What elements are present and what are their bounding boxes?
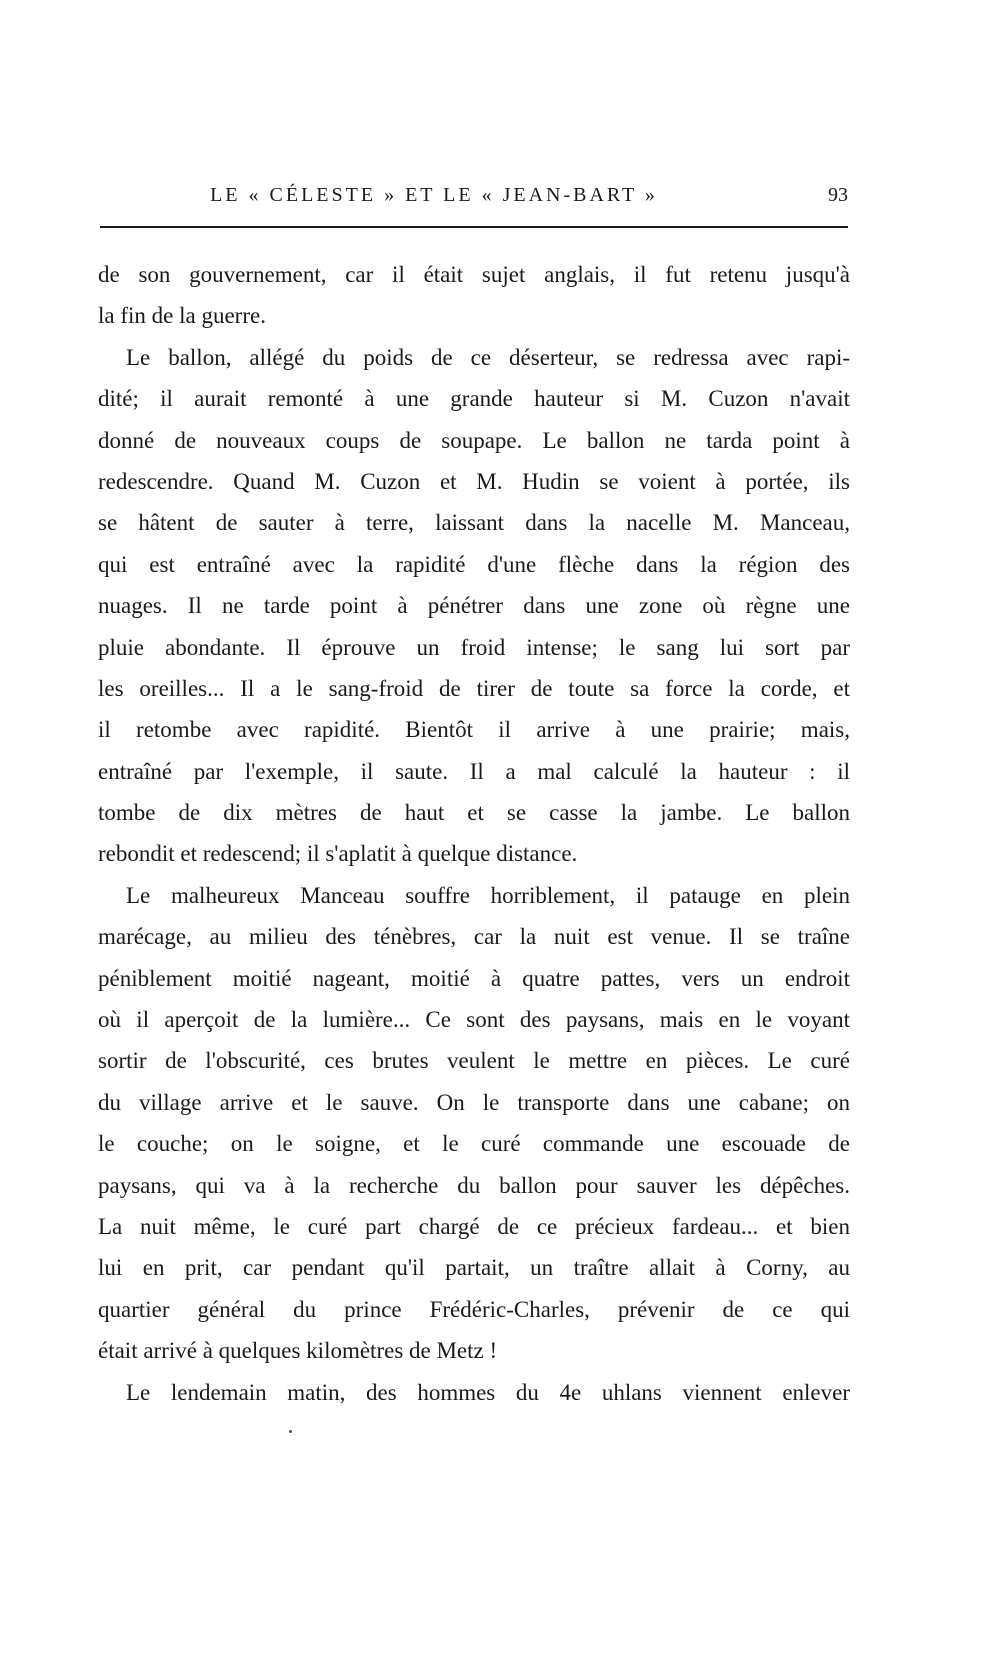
text-line: paysans, qui va à la recherche du ballon pour sauver les dépêches. [98,1172,850,1198]
body-text [98,254,850,1413]
text-line: Le ballon, allégé du poids de ce déserteur, se redressa avec rapi- [126,344,850,370]
text-line: péniblement moitié nageant, moitié à quatre pattes, vers un endroit [98,965,850,991]
text-line: tombe de dix mètres de haut et se casse la jambe. Le ballon [98,800,850,826]
text-line: la fin de la guerre. [98,303,266,329]
text-line: où il aperçoit de la lumière... Ce sont des paysans, mais en le voyant [98,1007,850,1033]
text-line: était arrivé à quelques kilomètres de Metz ! [98,1338,498,1364]
text-line: Le lendemain matin, des hommes du 4e uhlans viennent enlever [126,1379,850,1405]
page-number: 93 [828,184,848,206]
text-line: marécage, au milieu des ténèbres, car la nuit est venue. Il se traîne [98,924,850,950]
ink-speck [289,1430,292,1433]
text-line: se hâtent de sauter à terre, laissant dans la nacelle M. Manceau, [98,510,850,536]
text-line: sortir de l'obscurité, ces brutes veulent le mettre en pièces. Le curé [98,1048,850,1074]
text-line: quartier général du prince Frédéric-Charles, prévenir de ce qui [98,1296,850,1322]
text-line: rebondit et redescend; il s'aplatit à quelque distance. [98,841,578,867]
text-line: les oreilles... Il a le sang-froid de tirer de toute sa force la corde, et [98,675,850,701]
text-line: il retombe avec rapidité. Bientôt il arrive à une prairie; mais, [98,717,850,743]
running-title: LE « CÉLESTE » ET LE « JEAN-BART » [210,184,658,206]
text-line: qui est entraîné avec la rapidité d'une flèche dans la région des [98,551,850,577]
text-line: redescendre. Quand M. Cuzon et M. Hudin se voient à portée, ils [98,468,850,494]
text-line: lui en prit, car pendant qu'il partait, un traître allait à Corny, au [98,1255,850,1281]
text-line: le couche; on le soigne, et le curé commande une escouade de [98,1131,850,1157]
text-line: entraîné par l'exemple, il saute. Il a mal calculé la hauteur : il [98,758,850,784]
text-line: La nuit même, le curé part chargé de ce précieux fardeau... et bien [98,1213,850,1239]
text-line: donné de nouveaux coups de soupape. Le ballon ne tarda point à [98,427,850,453]
text-line: nuages. Il ne tarde point à pénétrer dans une zone où règne une [98,593,850,619]
header-rule [100,226,848,228]
text-line: dité; il aurait remonté à une grande hauteur si M. Cuzon n'avait [98,386,850,412]
text-line: Le malheureux Manceau souffre horriblement, il patauge en plein [126,882,850,908]
running-head [100,180,848,216]
text-line: de son gouvernement, car il était sujet anglais, il fut retenu jusqu'à [98,262,850,287]
text-line: pluie abondante. Il éprouve un froid intense; le sang lui sort par [98,634,850,660]
text-line: du village arrive et le sauve. On le transporte dans une cabane; on [98,1089,850,1115]
